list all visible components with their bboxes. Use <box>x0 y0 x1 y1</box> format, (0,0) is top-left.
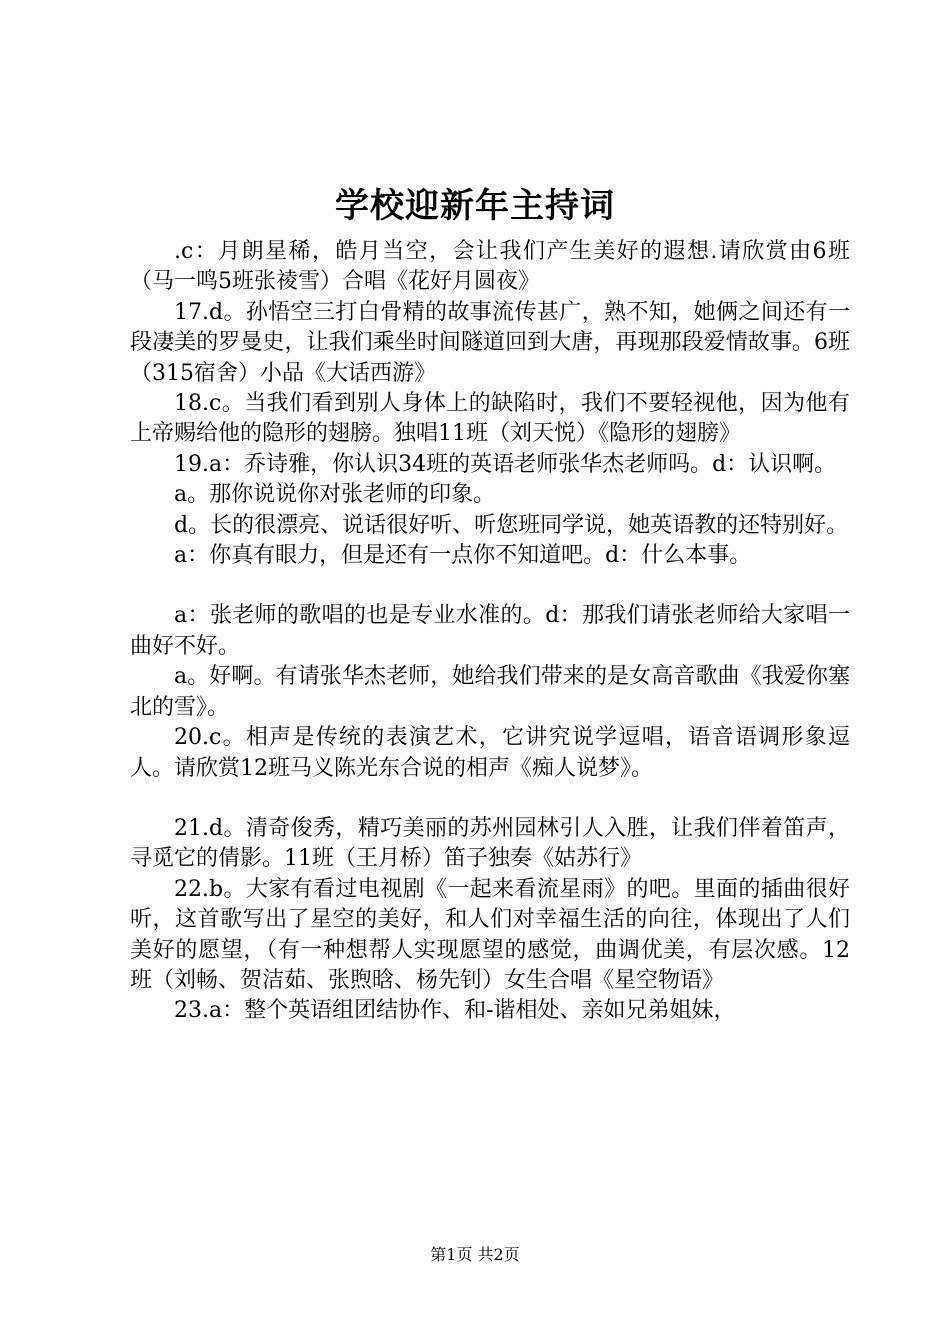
paragraph: a：你真有眼力，但是还有一点你不知道吧。d：什么本事。 <box>174 543 752 569</box>
paragraph: a。那你说说你对张老师的印象。 <box>174 482 496 508</box>
paragraph: 18.c。当我们看到别人身体上的缺陷时，我们不要轻视他，因为他有上帝赐给他的隐形的翅膀。独唱11班（刘天悦）《隐形的翅膀》 <box>130 391 850 447</box>
paragraph: 20.c。相声是传统的表演艺术，它讲究说学逗唱，语音语调形象逗人。请欣赏12班马义陈光东合说的相声《痴人说梦》。 <box>130 725 850 781</box>
paragraph: 23.a：整个英语组团结协作、和-谐相处、亲如兄弟姐妹， <box>174 998 736 1024</box>
document-body <box>130 237 850 1027</box>
page-title: 学校迎新年主持词 <box>335 186 615 226</box>
paragraph: .c：月朗星稀，皓月当空，会让我们产生美好的遐想.请欣赏由6班（马一鸣5班张祾雪）合唱《花好月圆夜》 <box>130 239 850 295</box>
paragraph: a。好啊。有请张华杰老师，她给我们带来的是女高音歌曲《我爱你塞北的雪》。 <box>130 664 850 720</box>
paragraph: 22.b。大家有看过电视剧《一起来看流星雨》的吧。里面的插曲很好听，这首歌写出了星空的美好，和人们对幸福生活的向往，体现出了人们美好的愿望，（有一种想帮人实现愿望的感觉，曲调优美，有层次感。12班（刘畅、贺洁茹、张煦晗、杨先钊）女生合唱《星空物语》 <box>130 876 850 993</box>
paragraph: d。长的很漂亮、说话很好听、听您班同学说，她英语教的还特别好。 <box>174 512 849 538</box>
paragraph: 17.d。孙悟空三打白骨精的故事流传甚广，熟不知，她俩之间还有一段凄美的罗曼史，让我们乘坐时间隧道回到大唐，再现那段爱情故事。6班（315宿舍）小品《大话西游》 <box>130 299 850 386</box>
paragraph: 21.d。清奇俊秀，精巧美丽的苏州园林引人入胜，让我们伴着笛声，寻觅它的倩影。11班（王月桥）笛子独奏《姑苏行》 <box>130 815 850 872</box>
page-footer: 第1页 共2页 <box>430 1245 520 1264</box>
paragraph: 19.a：乔诗雅，你认识34班的英语老师张华杰老师吗。d：认识啊。 <box>174 451 837 477</box>
paragraph: a：张老师的歌唱的也是专业水准的。d：那我们请张老师给大家唱一曲好不好。 <box>130 603 850 659</box>
